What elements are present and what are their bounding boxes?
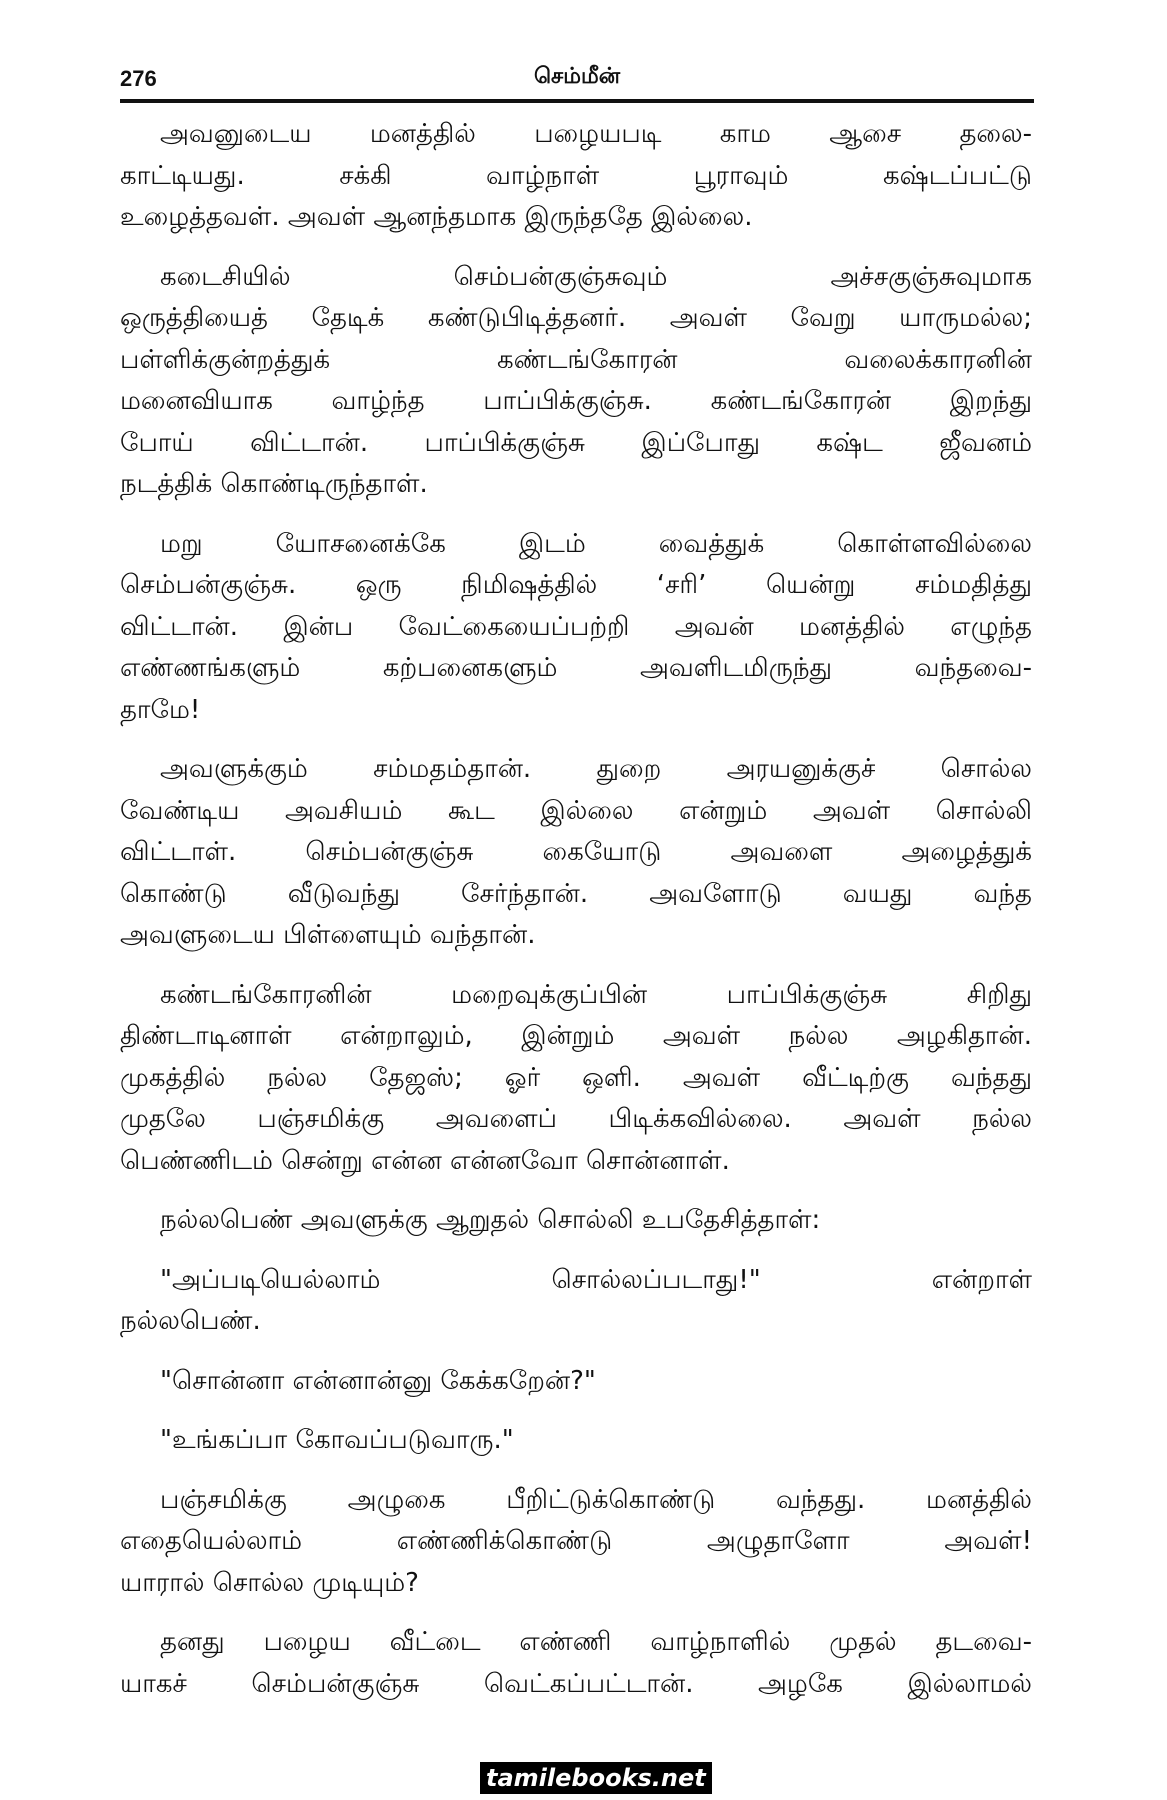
text-line: "அப்படியெல்லாம் சொல்லப்படாது!" என்றாள் [160,1264,1032,1295]
text-line: பள்ளிக்குன்றத்துக் கண்டங்கோரன் வலைக்காரனின் [120,344,1032,375]
text-line: பெண்ணிடம் சென்று என்ன என்னவோ சொன்னாள். [120,1145,730,1176]
text-line: அவனுடைய மனத்தில் பழையபடி காம ஆசை தலை- [160,119,1032,149]
text-line: யாகச் செம்பன்குஞ்சு வெட்கப்பட்டான். அழகே இல்லாமல் [120,1668,1032,1699]
text-line: எதையெல்லாம் எண்ணிக்கொண்டு அழுதாளோ அவள்! [120,1526,1032,1556]
text-line: திண்டாடினாள் என்றாலும், இன்றும் அவள் நல்ல அழகிதான். [120,1021,1032,1051]
text-line: நடத்திக் கொண்டிருந்தாள். [120,469,428,499]
text-line: செம்பன்குஞ்சு. ஒரு நிமிஷத்தில் ‘சரி’ யென்று சம்மதித்து [120,570,1032,600]
paragraph [120,1200,1032,1242]
text-line: தாமே! [120,694,201,725]
text-line: விட்டான். இன்ப வேட்கையைப்பற்றி அவன் மனத்தில் எழுந்த [120,611,1032,642]
watermark: tamilebooks.net [480,1762,712,1794]
paragraph [120,749,1032,957]
text-line: விட்டாள். செம்பன்குஞ்சு கையோடு அவளை அழைத்துக் [120,837,1032,867]
paragraph [120,975,1032,1183]
paragraph [120,1480,1032,1605]
paragraph [120,524,1032,732]
paragraph [120,114,1032,239]
text-line: "சொன்னா என்னான்னு கேக்கறேன்?" [160,1365,596,1396]
text-line: போய் விட்டான். பாப்பிக்குஞ்சு இப்போது கஷ்ட ஜீவனம் [120,427,1032,458]
text-line: ஒருத்தியைத் தேடிக் கண்டுபிடித்தனர். அவள் வேறு யாருமல்ல; [120,303,1032,333]
text-line: முகத்தில் நல்ல தேஜஸ்; ஓர் ஒளி. அவள் வீட்டிற்கு வந்தது [120,1062,1032,1093]
text-line: கடைசியில் செம்பன்குஞ்சுவும் அச்சகுஞ்சுவுமாக [160,261,1032,292]
text-line: வேண்டிய அவசியம் கூட இல்லை என்றும் அவள் சொல்லி [120,795,1032,826]
text-line: அவளுடைய பிள்ளையும் வந்தான். [120,920,536,950]
text-line: மறு யோசனைக்கே இடம் வைத்துக் கொள்ளவில்லை [160,528,1032,559]
text-line: "உங்கப்பா கோவப்படுவாரு." [160,1425,514,1455]
paragraph [120,1361,1032,1403]
paragraph [120,1622,1032,1705]
page-header [120,62,1034,98]
text-line: நல்லபெண். [120,1306,261,1336]
text-line: மனைவியாக வாழ்ந்த பாப்பிக்குஞ்சு. கண்டங்கோரன் இறந்து [120,386,1032,416]
text-line: முதலே பஞ்சமிக்கு அவளைப் பிடிக்கவில்லை. அவள் நல்ல [120,1104,1032,1134]
paragraph [120,1260,1032,1343]
text-line: பஞ்சமிக்கு அழுகை பீறிட்டுக்கொண்டு வந்தது. மனத்தில் [160,1484,1032,1515]
text-line: உழைத்தவள். அவள் ஆனந்தமாக இருந்ததே இல்லை. [120,202,753,232]
page-number: 276 [120,66,157,91]
text-line: எண்ணங்களும் கற்பனைகளும் அவளிடமிருந்து வந்தவை- [120,653,1032,683]
paragraph [120,257,1032,506]
running-title: செம்மீன் [533,64,621,89]
text-line: தனது பழைய வீட்டை எண்ணி வாழ்நாளில் முதல் தடவை- [160,1627,1032,1657]
text-line: அவளுக்கும் சம்மதம்தான். துறை அரயனுக்குச் சொல்ல [160,754,1032,784]
text-line: யாரால் சொல்ல முடியும்? [120,1567,419,1598]
text-line: காட்டியது. சக்கி வாழ்நாள் பூராவும் கஷ்டப்பட்டு [120,160,1032,191]
text-line: நல்லபெண் அவளுக்கு ஆறுதல் சொல்லி உபதேசித்தாள்: [160,1205,821,1235]
text-line: கொண்டு வீடுவந்து சேர்ந்தான். அவளோடு வயது வந்த [120,878,1032,909]
header-rule [120,99,1034,103]
paragraph [120,1420,1032,1462]
page-body [120,114,1032,1723]
text-line: கண்டங்கோரனின் மறைவுக்குப்பின் பாப்பிக்குஞ்சு சிறிது [160,979,1032,1010]
